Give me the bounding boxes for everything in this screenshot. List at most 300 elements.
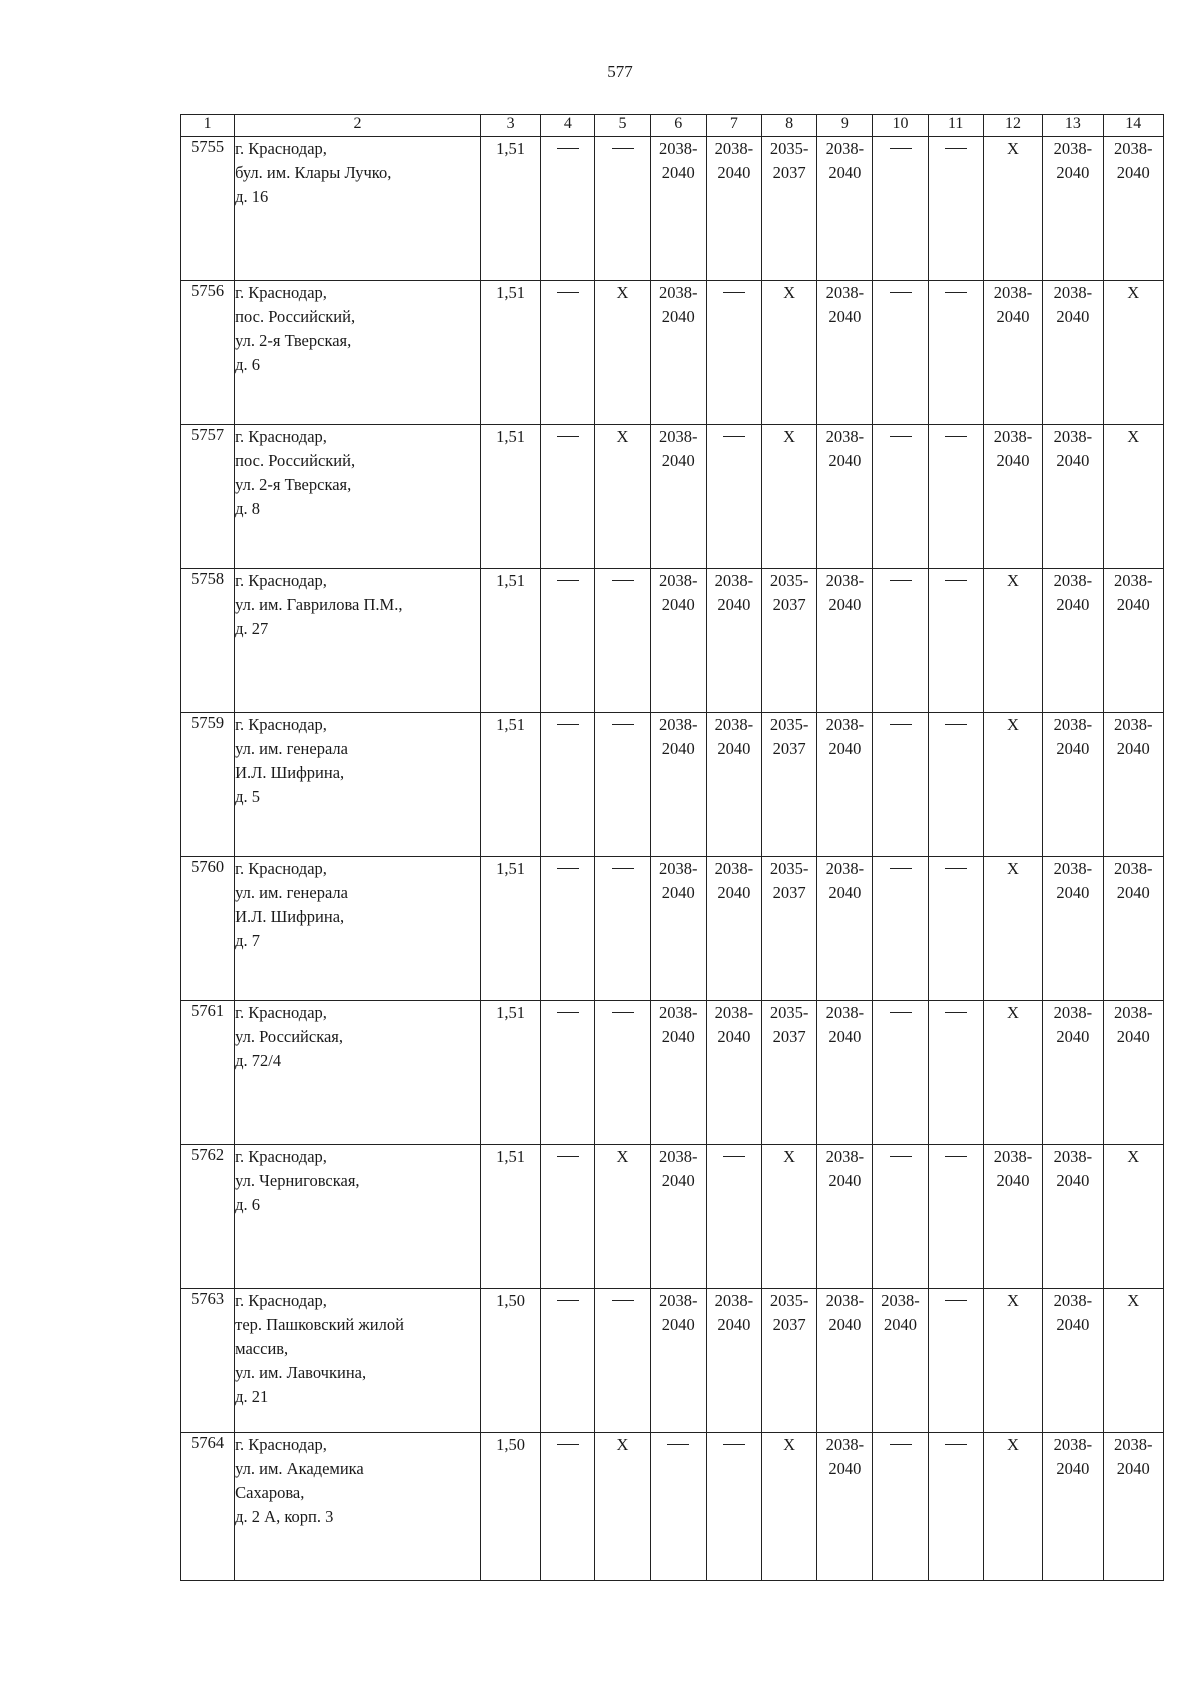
period-end: 2037 [772, 1315, 806, 1334]
period-start: 2038- [825, 1435, 865, 1454]
dash-mark [557, 724, 579, 725]
value-cell-col-5 [595, 1433, 650, 1581]
value-cell-col-12 [983, 137, 1042, 281]
value-cell-col-7 [706, 713, 761, 857]
table-row [181, 1145, 1164, 1289]
dash-mark [557, 868, 579, 869]
period-end: 2040 [661, 451, 695, 470]
address-line: массив, [235, 1339, 289, 1358]
value-cell-col-10 [873, 137, 928, 281]
value-cell-col-14 [1103, 1145, 1163, 1289]
period-start: 2038- [1053, 1291, 1093, 1310]
period-end: 2040 [828, 451, 862, 470]
period-start: 2035- [769, 139, 809, 158]
address-line: г. Краснодар, [235, 715, 327, 734]
period-end: 2040 [717, 595, 751, 614]
x-mark: X [616, 1435, 629, 1454]
value-cell-col-9 [817, 1001, 873, 1145]
value-cell-col-11 [928, 713, 983, 857]
period-start: 2038- [1053, 1147, 1093, 1166]
period-start: 2038- [825, 571, 865, 590]
value-cell-col-13 [1043, 569, 1103, 713]
dash-mark [945, 724, 967, 725]
value-cell-col-9 [817, 1433, 873, 1581]
value-cell-col-11 [928, 1145, 983, 1289]
row-number: 5756 [181, 281, 235, 425]
period-end: 2040 [717, 739, 751, 758]
period-end: 2040 [1056, 739, 1090, 758]
value-cell-col-10 [873, 425, 928, 569]
period-end: 2040 [828, 1171, 862, 1190]
column-header-6: 6 [650, 115, 706, 137]
cell-value: 1,51 [496, 859, 526, 878]
header-row [181, 115, 1164, 137]
value-cell-col-5 [595, 1001, 650, 1145]
x-mark: X [1127, 1147, 1140, 1166]
x-mark: X [616, 427, 629, 446]
address-line: ул. Черниговская, [235, 1171, 360, 1190]
value-cell-col-3 [480, 1145, 540, 1289]
value-cell-col-12 [983, 1145, 1042, 1289]
value-cell-col-11 [928, 569, 983, 713]
value-cell-col-13 [1043, 857, 1103, 1001]
value-cell-col-13 [1043, 281, 1103, 425]
value-cell-col-14 [1103, 1001, 1163, 1145]
value-cell-col-4 [541, 1289, 595, 1433]
period-start: 2038- [881, 1291, 920, 1310]
period-end: 2040 [828, 883, 862, 902]
value-cell-col-14 [1103, 1433, 1163, 1581]
value-cell-col-4 [541, 569, 595, 713]
column-header-11: 11 [928, 115, 983, 137]
period-start: 2038- [714, 859, 754, 878]
cell-value: 1,51 [496, 139, 526, 158]
address-line: ул. им. Академика [235, 1459, 364, 1478]
value-cell-col-9 [817, 137, 873, 281]
period-start: 2035- [769, 715, 809, 734]
row-number: 5764 [181, 1433, 235, 1581]
value-cell-col-14 [1103, 713, 1163, 857]
x-mark: X [1007, 715, 1019, 734]
value-cell-col-9 [817, 281, 873, 425]
period-start: 2038- [1053, 571, 1093, 590]
column-header-7: 7 [706, 115, 761, 137]
dash-mark [612, 1300, 634, 1301]
address-line: тер. Пашковский жилой [235, 1315, 404, 1334]
period-start: 2038- [1114, 571, 1153, 590]
address-cell [235, 425, 481, 569]
table-row [181, 1433, 1164, 1581]
value-cell-col-6 [650, 425, 706, 569]
period-start: 2035- [769, 571, 809, 590]
period-end: 2037 [772, 163, 806, 182]
value-cell-col-13 [1043, 1145, 1103, 1289]
period-end: 2040 [996, 451, 1030, 470]
period-start: 2038- [1114, 715, 1153, 734]
period-start: 2038- [1053, 859, 1093, 878]
value-cell-col-11 [928, 425, 983, 569]
table-row [181, 137, 1164, 281]
value-cell-col-8 [762, 1001, 817, 1145]
value-cell-col-6 [650, 1433, 706, 1581]
period-end: 2040 [1056, 1027, 1090, 1046]
dash-mark [723, 436, 745, 437]
value-cell-col-13 [1043, 713, 1103, 857]
dash-mark [890, 1156, 912, 1157]
period-end: 2040 [828, 595, 862, 614]
dash-mark [945, 580, 967, 581]
dash-mark [557, 580, 579, 581]
period-start: 2038- [1053, 1003, 1093, 1022]
dash-mark [945, 1444, 967, 1445]
address-cell [235, 857, 481, 1001]
period-end: 2037 [772, 595, 806, 614]
period-end: 2037 [772, 883, 806, 902]
value-cell-col-5 [595, 281, 650, 425]
value-cell-col-12 [983, 1001, 1042, 1145]
value-cell-col-6 [650, 1001, 706, 1145]
period-start: 2038- [1114, 859, 1153, 878]
row-number: 5760 [181, 857, 235, 1001]
value-cell-col-9 [817, 425, 873, 569]
address-line: ул. 2-я Тверская, [235, 475, 352, 494]
dash-mark [890, 868, 912, 869]
value-cell-col-5 [595, 857, 650, 1001]
period-end: 2040 [1056, 1459, 1090, 1478]
dash-mark [557, 1012, 579, 1013]
value-cell-col-5 [595, 713, 650, 857]
table-row [181, 713, 1164, 857]
period-end: 2040 [717, 883, 751, 902]
dash-mark [557, 292, 579, 293]
period-end: 2040 [828, 1459, 862, 1478]
value-cell-col-11 [928, 857, 983, 1001]
x-mark: X [1127, 283, 1140, 302]
dash-mark [612, 148, 634, 149]
period-start: 2038- [825, 859, 865, 878]
value-cell-col-14 [1103, 425, 1163, 569]
period-start: 2038- [658, 427, 698, 446]
cell-value: 1,51 [496, 427, 526, 446]
address-line: г. Краснодар, [235, 571, 327, 590]
address-line: ул. им. генерала [235, 739, 348, 758]
address-line: г. Краснодар, [235, 427, 327, 446]
address-line: г. Краснодар, [235, 1003, 327, 1022]
value-cell-col-8 [762, 1433, 817, 1581]
value-cell-col-4 [541, 281, 595, 425]
dash-mark [723, 292, 745, 293]
value-cell-col-10 [873, 1433, 928, 1581]
period-end: 2040 [996, 1171, 1030, 1190]
dash-mark [557, 1156, 579, 1157]
address-line: пос. Российский, [235, 307, 356, 326]
value-cell-col-11 [928, 1289, 983, 1433]
x-mark: X [1127, 1291, 1140, 1310]
address-line: д. 8 [235, 499, 261, 518]
period-end: 2040 [1116, 595, 1150, 614]
address-line: И.Л. Шифрина, [235, 907, 345, 926]
address-cell [235, 281, 481, 425]
value-cell-col-13 [1043, 1433, 1103, 1581]
value-cell-col-9 [817, 857, 873, 1001]
value-cell-col-7 [706, 1289, 761, 1433]
value-cell-col-7 [706, 1145, 761, 1289]
column-header-1: 1 [181, 115, 235, 137]
period-start: 2038- [1114, 1003, 1153, 1022]
period-start: 2035- [769, 1003, 809, 1022]
address-line: г. Краснодар, [235, 1291, 327, 1310]
value-cell-col-7 [706, 1001, 761, 1145]
table-row [181, 425, 1164, 569]
value-cell-col-3 [480, 713, 540, 857]
row-number: 5755 [181, 137, 235, 281]
address-cell [235, 713, 481, 857]
address-line: г. Краснодар, [235, 1435, 327, 1454]
dash-mark [612, 580, 634, 581]
address-line: д. 27 [235, 619, 269, 638]
value-cell-col-8 [762, 425, 817, 569]
address-cell [235, 1001, 481, 1145]
value-cell-col-8 [762, 857, 817, 1001]
value-cell-col-6 [650, 281, 706, 425]
period-start: 2038- [1053, 283, 1093, 302]
period-end: 2040 [717, 1315, 751, 1334]
period-end: 2040 [884, 1315, 918, 1334]
column-header-8: 8 [762, 115, 817, 137]
address-line: Сахарова, [235, 1483, 305, 1502]
column-header-12: 12 [983, 115, 1042, 137]
period-start: 2038- [825, 1003, 865, 1022]
period-end: 2040 [661, 739, 695, 758]
address-line: ул. 2-я Тверская, [235, 331, 352, 350]
period-start: 2038- [1053, 139, 1093, 158]
period-start: 2038- [993, 427, 1033, 446]
dash-mark [667, 1444, 689, 1445]
address-line: ул. Российская, [235, 1027, 344, 1046]
period-end: 2040 [717, 1027, 751, 1046]
period-start: 2038- [825, 283, 865, 302]
address-cell [235, 1289, 481, 1433]
dash-mark [945, 1156, 967, 1157]
value-cell-col-7 [706, 857, 761, 1001]
period-start: 2038- [658, 571, 698, 590]
value-cell-col-13 [1043, 1001, 1103, 1145]
address-line: г. Краснодар, [235, 139, 327, 158]
period-end: 2040 [1056, 307, 1090, 326]
period-end: 2040 [661, 595, 695, 614]
value-cell-col-12 [983, 569, 1042, 713]
period-end: 2037 [772, 739, 806, 758]
row-number: 5762 [181, 1145, 235, 1289]
address-line: д. 5 [235, 787, 261, 806]
value-cell-col-14 [1103, 281, 1163, 425]
period-end: 2040 [828, 163, 862, 182]
period-end: 2040 [828, 1315, 862, 1334]
address-cell [235, 569, 481, 713]
value-cell-col-7 [706, 281, 761, 425]
cell-value: 1,51 [496, 571, 526, 590]
period-start: 2038- [1053, 1435, 1093, 1454]
address-line: г. Краснодар, [235, 859, 327, 878]
period-start: 2038- [658, 139, 698, 158]
period-end: 2040 [1116, 163, 1150, 182]
value-cell-col-10 [873, 1001, 928, 1145]
period-end: 2040 [1056, 883, 1090, 902]
x-mark: X [1007, 1291, 1019, 1310]
dash-mark [557, 1444, 579, 1445]
row-number: 5757 [181, 425, 235, 569]
value-cell-col-6 [650, 1289, 706, 1433]
x-mark: X [1007, 1435, 1019, 1454]
value-cell-col-7 [706, 569, 761, 713]
dash-mark [890, 292, 912, 293]
value-cell-col-6 [650, 137, 706, 281]
period-start: 2038- [714, 1003, 754, 1022]
dash-mark [890, 1444, 912, 1445]
value-cell-col-4 [541, 713, 595, 857]
period-end: 2040 [828, 307, 862, 326]
dash-mark [890, 436, 912, 437]
column-header-3: 3 [480, 115, 540, 137]
table-body [181, 137, 1164, 1581]
address-cell [235, 1433, 481, 1581]
period-end: 2040 [717, 163, 751, 182]
period-start: 2038- [1053, 427, 1093, 446]
x-mark: X [1007, 139, 1019, 158]
dash-mark [557, 148, 579, 149]
period-end: 2040 [1056, 1171, 1090, 1190]
value-cell-col-4 [541, 1433, 595, 1581]
table-row [181, 1001, 1164, 1145]
row-number: 5761 [181, 1001, 235, 1145]
period-end: 2040 [1116, 739, 1150, 758]
column-header-5: 5 [595, 115, 650, 137]
value-cell-col-3 [480, 857, 540, 1001]
x-mark: X [616, 1147, 629, 1166]
value-cell-col-12 [983, 857, 1042, 1001]
value-cell-col-5 [595, 1289, 650, 1433]
address-line: ул. им. Лавочкина, [235, 1363, 367, 1382]
value-cell-col-9 [817, 569, 873, 713]
row-number: 5759 [181, 713, 235, 857]
value-cell-col-13 [1043, 425, 1103, 569]
x-mark: X [1007, 859, 1019, 878]
value-cell-col-5 [595, 425, 650, 569]
value-cell-col-11 [928, 281, 983, 425]
dash-mark [612, 868, 634, 869]
dash-mark [945, 292, 967, 293]
address-line: д. 2 А, корп. 3 [235, 1507, 334, 1526]
address-line: ул. им. генерала [235, 883, 348, 902]
address-cell [235, 137, 481, 281]
value-cell-col-10 [873, 281, 928, 425]
period-start: 2038- [658, 1291, 698, 1310]
period-start: 2038- [658, 283, 698, 302]
x-mark: X [616, 283, 629, 302]
period-end: 2040 [1056, 163, 1090, 182]
address-cell [235, 1145, 481, 1289]
period-end: 2040 [661, 1315, 695, 1334]
value-cell-col-14 [1103, 137, 1163, 281]
period-end: 2040 [661, 883, 695, 902]
value-cell-col-3 [480, 1289, 540, 1433]
period-end: 2037 [772, 1027, 806, 1046]
x-mark: X [1127, 427, 1140, 446]
value-cell-col-4 [541, 1145, 595, 1289]
period-end: 2040 [1056, 451, 1090, 470]
column-header-13: 13 [1043, 115, 1103, 137]
column-header-2: 2 [235, 115, 481, 137]
address-line: д. 6 [235, 1195, 261, 1214]
period-start: 2038- [1114, 1435, 1153, 1454]
period-start: 2038- [658, 715, 698, 734]
address-line: бул. им. Клары Лучко, [235, 163, 392, 182]
value-cell-col-7 [706, 1433, 761, 1581]
row-number: 5758 [181, 569, 235, 713]
table-row [181, 1289, 1164, 1433]
value-cell-col-12 [983, 281, 1042, 425]
cell-value: 1,51 [496, 283, 526, 302]
value-cell-col-7 [706, 137, 761, 281]
period-start: 2038- [1053, 715, 1093, 734]
x-mark: X [1007, 571, 1019, 590]
column-header-14: 14 [1103, 115, 1163, 137]
value-cell-col-11 [928, 1433, 983, 1581]
value-cell-col-8 [762, 713, 817, 857]
dash-mark [890, 148, 912, 149]
address-line: д. 6 [235, 355, 261, 374]
value-cell-col-6 [650, 1145, 706, 1289]
value-cell-col-3 [480, 1001, 540, 1145]
value-cell-col-13 [1043, 137, 1103, 281]
value-cell-col-12 [983, 1289, 1042, 1433]
value-cell-col-14 [1103, 1289, 1163, 1433]
value-cell-col-4 [541, 137, 595, 281]
row-number: 5763 [181, 1289, 235, 1433]
period-end: 2040 [828, 1027, 862, 1046]
dash-mark [945, 1300, 967, 1301]
dash-mark [612, 1012, 634, 1013]
value-cell-col-8 [762, 281, 817, 425]
dash-mark [890, 724, 912, 725]
address-line: И.Л. Шифрина, [235, 763, 345, 782]
column-header-9: 9 [817, 115, 873, 137]
value-cell-col-9 [817, 1289, 873, 1433]
address-line: ул. им. Гаврилова П.М., [235, 595, 403, 614]
period-end: 2040 [661, 163, 695, 182]
register-table [180, 114, 1164, 1581]
value-cell-col-9 [817, 1145, 873, 1289]
period-end: 2040 [828, 739, 862, 758]
period-start: 2038- [993, 1147, 1033, 1166]
column-header-10: 10 [873, 115, 928, 137]
table-row [181, 569, 1164, 713]
period-end: 2040 [1116, 1027, 1150, 1046]
address-line: д. 72/4 [235, 1051, 282, 1070]
dash-mark [890, 580, 912, 581]
period-end: 2040 [1116, 1459, 1150, 1478]
cell-value: 1,51 [496, 1147, 526, 1166]
value-cell-col-12 [983, 1433, 1042, 1581]
value-cell-col-5 [595, 1145, 650, 1289]
cell-value: 1,51 [496, 715, 526, 734]
value-cell-col-7 [706, 425, 761, 569]
dash-mark [723, 1156, 745, 1157]
value-cell-col-12 [983, 425, 1042, 569]
value-cell-col-10 [873, 569, 928, 713]
x-mark: X [783, 1435, 796, 1454]
value-cell-col-4 [541, 857, 595, 1001]
